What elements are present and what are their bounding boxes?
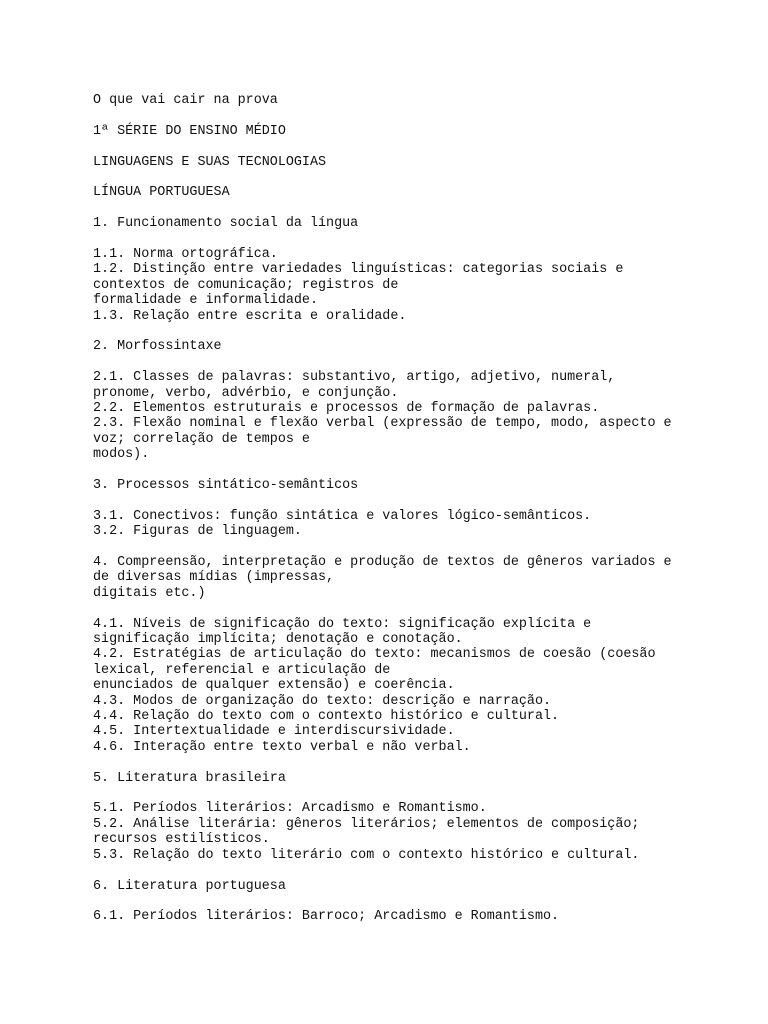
list-item: 2.1. Classes de palavras: substantivo, artigo, adjetivo, numeral, [93,370,616,386]
list-item: formalidade e informalidade. [93,293,318,309]
list-item: modos). [93,447,150,463]
list-item: pronome, verbo, advérbio, e conjunção. [93,385,399,401]
list-item: 4.1. Níveis de significação do texto: significação explícita e [93,616,592,632]
grade-heading: 1ª SÉRIE DO ENSINO MÉDIO [93,123,286,139]
list-item: 4.5. Intertextualidade e interdiscursividade. [93,724,455,740]
section-heading: 6. Literatura portuguesa [93,878,286,894]
section-heading: 3. Processos sintático-semânticos [93,478,359,494]
section-items [93,509,693,540]
document-title: O que vai cair na prova [93,93,278,108]
list-item: 3.2. Figuras de linguagem. [93,524,302,540]
list-item: 2.3. Flexão nominal e flexão verbal (expressão de tempo, modo, aspecto e [93,416,672,432]
list-item: lexical, referencial e articulação de [93,662,391,678]
list-item: 4.4. Relação do texto com o contexto histórico e cultural. [93,709,560,725]
list-item: significação implícita; denotação e conotação. [93,632,463,648]
list-item: 4.3. Modos de organização do texto: descrição e narração. [93,693,552,709]
list-item: 5.2. Análise literária: gêneros literários; elementos de composição; [93,816,640,832]
list-item: 2.2. Elementos estruturais e processos de formação de palavras. [93,401,600,417]
section-heading: 2. Morfossintaxe [93,339,222,355]
subject-heading: LÍNGUA PORTUGUESA [93,185,230,201]
list-item: 1.3. Relação entre escrita e oralidade. [93,308,407,324]
list-item: 1.1. Norma ortográfica. [93,246,278,262]
list-item: 4.2. Estratégias de articulação do texto: mecanismos de coesão (coesão [93,647,656,663]
list-item: contextos de comunicação; registros de [93,277,399,293]
section-items [93,370,693,462]
section-items [93,909,693,924]
document-page [93,93,693,940]
list-item: enunciados de qualquer extensão) e coerência. [93,678,455,694]
list-item: 5.1. Períodos literários: Arcadismo e Romantismo. [93,801,487,817]
list-item: 1.2. Distinção entre variedades linguísticas: categorias sociais e [93,262,624,278]
section-heading: 4. Compreensão, interpretação e produção de textos de gêneros variados e de diversas mídias (impressas, digitais etc.) [93,555,672,601]
list-item: voz; correlação de tempos e [93,431,310,447]
list-item: 6.1. Períodos literários: Barroco; Arcadismo e Romantismo. [93,909,560,925]
section-heading: 5. Literatura brasileira [93,770,286,786]
area-heading: LINGUAGENS E SUAS TECNOLOGIAS [93,154,327,170]
list-item: 5.3. Relação do texto literário com o contexto histórico e cultural. [93,847,640,863]
list-item: 4.6. Interação entre texto verbal e não verbal. [93,739,471,755]
list-item: recursos estilísticos. [93,832,270,848]
section-items [93,247,693,324]
section-items [93,617,693,756]
list-item: 3.1. Conectivos: função sintática e valores lógico-semânticos. [93,508,592,524]
section-items [93,801,693,863]
section-heading: 1. Funcionamento social da língua [93,216,359,232]
